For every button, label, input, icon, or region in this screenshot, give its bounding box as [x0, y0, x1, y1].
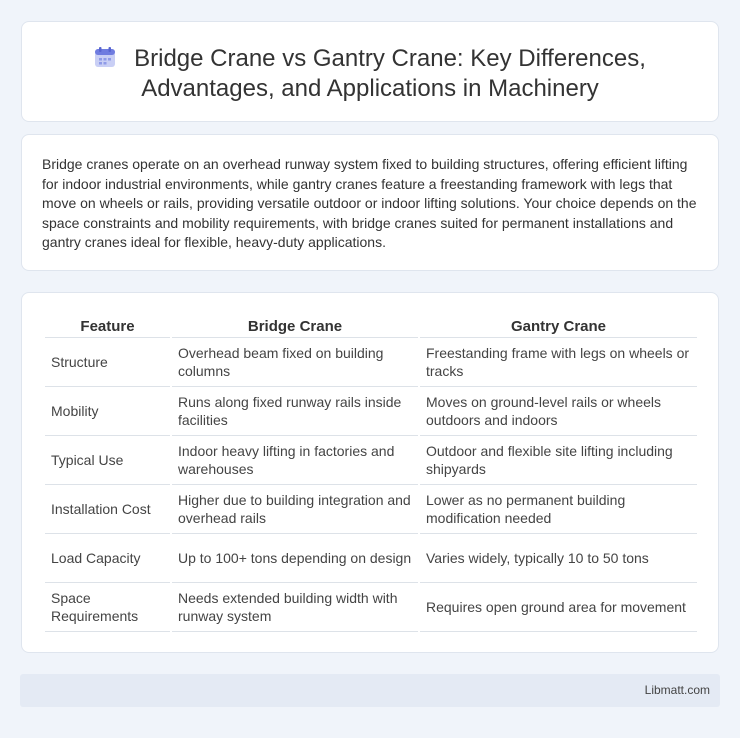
bridge-crane-cell: Needs extended building width with runway system — [172, 583, 418, 632]
page-title — [22, 44, 718, 104]
title-line-2: Advantages, and Applications in Machinery — [141, 75, 599, 102]
header-bridge-crane: Bridge Crane — [172, 315, 418, 338]
comparison-card — [21, 292, 719, 653]
bridge-crane-cell: Indoor heavy lifting in factories and warehouses — [172, 436, 418, 485]
gantry-crane-cell: Requires open ground area for movement — [420, 583, 697, 632]
gantry-crane-cell: Moves on ground-level rails or wheels outdoors and indoors — [420, 387, 697, 436]
feature-cell: Mobility — [45, 387, 170, 436]
title-card — [21, 21, 719, 122]
intro-card — [21, 134, 719, 271]
table-row — [45, 436, 697, 485]
header-gantry-crane: Gantry Crane — [420, 315, 697, 338]
feature-cell: Typical Use — [45, 436, 170, 485]
intro-text: Bridge cranes operate on an overhead runway system fixed to building structures, offering efficient lifting for indoor industrial environments, while gantry cranes feature a freestanding framework with legs that move on wheels or rails, providing versatile outdoor or indoor lifting solutions. Your choice depends on the space constraints and mobility requirements, with bridge cranes suited for permanent installations and gantry cranes ideal for flexible, heavy-duty applications. — [42, 156, 697, 251]
bridge-crane-cell: Overhead beam fixed on building columns — [172, 338, 418, 387]
feature-cell: Structure — [45, 338, 170, 387]
header-feature: Feature — [45, 315, 170, 338]
gantry-crane-cell: Lower as no permanent building modification needed — [420, 485, 697, 534]
gantry-crane-cell: Varies widely, typically 10 to 50 tons — [420, 534, 697, 583]
table-row — [45, 534, 697, 583]
feature-cell: Installation Cost — [45, 485, 170, 534]
comparison-table — [43, 315, 699, 632]
feature-cell: Load Capacity — [45, 534, 170, 583]
bridge-crane-cell: Up to 100+ tons depending on design — [172, 534, 418, 583]
bridge-crane-cell: Runs along fixed runway rails inside facilities — [172, 387, 418, 436]
footer — [20, 674, 720, 707]
footer-site-link[interactable]: Libmatt.com — [644, 683, 710, 697]
table-header-row — [45, 315, 697, 338]
feature-cell: Space Requirements — [45, 583, 170, 632]
gantry-crane-cell: Outdoor and flexible site lifting including shipyards — [420, 436, 697, 485]
title-line-1: Bridge Crane vs Gantry Crane: Key Differences, — [134, 45, 646, 72]
gantry-crane-cell: Freestanding frame with legs on wheels or tracks — [420, 338, 697, 387]
bridge-crane-cell: Higher due to building integration and overhead rails — [172, 485, 418, 534]
table-row — [45, 338, 697, 387]
table-row — [45, 485, 697, 534]
table-row — [45, 387, 697, 436]
calendar-icon — [94, 46, 116, 68]
table-row — [45, 583, 697, 632]
